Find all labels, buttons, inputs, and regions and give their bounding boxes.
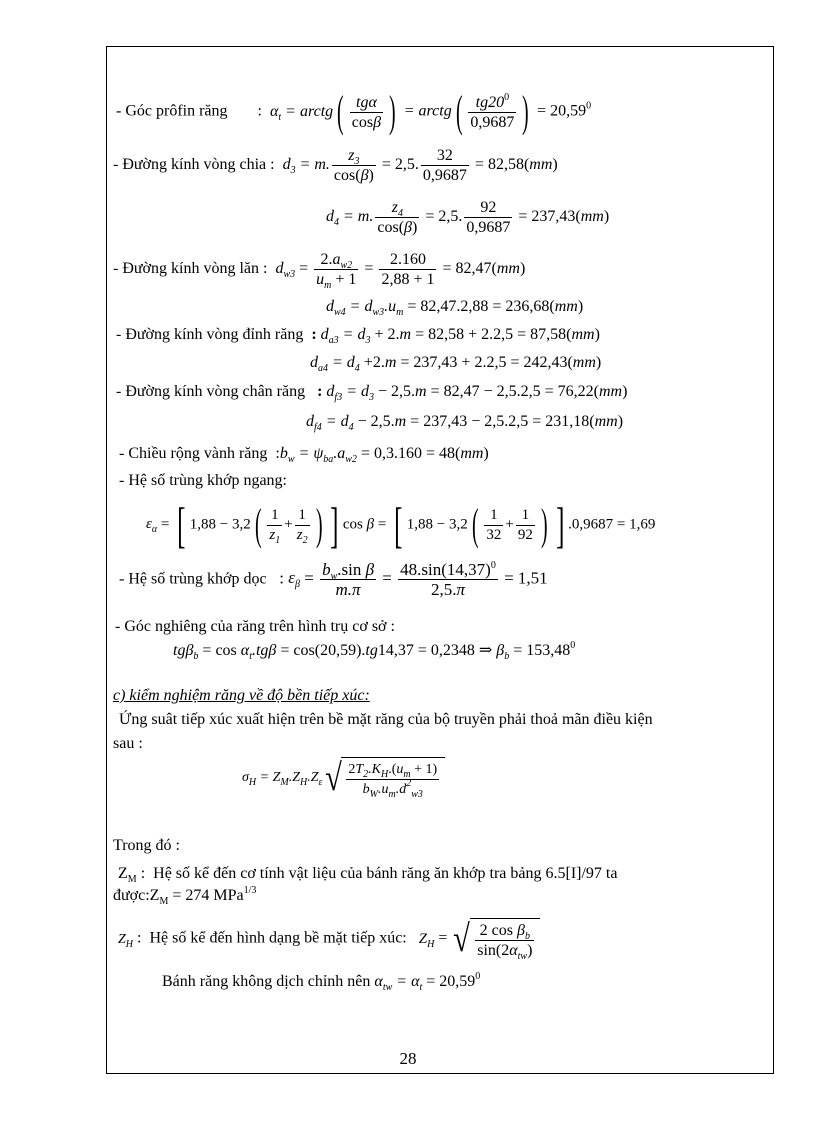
trong-do: Trong đó : bbox=[113, 837, 180, 854]
banh-rang-text: Bánh răng không dịch chỉnh nên bbox=[162, 973, 371, 990]
zh-text: Hệ số kể đến hình dạng bề mặt tiếp xúc: bbox=[149, 929, 407, 947]
label-he-so-doc: - Hệ số trùng khớp dọc bbox=[119, 570, 267, 588]
d3-line: - Đường kính vòng chia : $d_3 = m$. $\frac{z_3}{\cos(\beta)}$ = 2,5. $\frac{32}{0,9687}$ = 82,58(mm) bbox=[113, 147, 558, 184]
zm-line-b: $được:Z_M = 274$ MPa$^{1/3}$ bbox=[113, 885, 257, 907]
beta-b-line: $tg\beta_b = \cos \alpha_t.tg\beta = \cos(20,59).tg14,37 = 0,2348$ ⇒ $\beta_b = 153,48^0$ bbox=[173, 640, 576, 662]
value-df4: 231,18 bbox=[545, 413, 590, 430]
d4-line: $d_4 = m$. $\frac{z_4}{\cos(\beta)}$ = 2,5. $\frac{92}{0,9687}$ = 237,43(mm) bbox=[326, 199, 610, 236]
zh-line: $Z_H$ : Hệ số kể đến hình dạng bề mặt tiếp xúc: $Z_H$ = √ $\frac{2 \cos \beta_b}{\sin(2\alpha_{tw})}$ bbox=[118, 918, 540, 960]
eps-beta-line: - Hệ số trùng khớp dọc : $\varepsilon_\beta$ = $\frac{b_w.\sin \beta}{m.\pi}$ = $\frac{48.\sin(14,37)^0}{2,5.\pi}$ = 1,51 bbox=[119, 560, 548, 599]
da4-line: $d_{a4} = d_4 +2.m = 237,43 + 2.2,5 = 242,43(mm)$ bbox=[310, 354, 602, 374]
alpha-t-line: - Góc prôfin răng : $\alpha_t$ = arctg( $\frac{\text{tgα}}{\cos\beta}$ ) = arctg( $\frac{tg20^0}{0,9687}$ ) = $20,59^0$ bbox=[116, 87, 592, 136]
value-beta-b: 153,48 bbox=[526, 642, 571, 659]
value-alpha-t: 20,59 bbox=[550, 102, 587, 120]
zm-value: = 274 MPa bbox=[168, 887, 244, 904]
page-number: 28 bbox=[399, 1049, 417, 1068]
df3-line: - Đường kính vòng chân răng : $d_{f3} = d_3 - 2,5.m = 82,47 - 2,5.2,5 = 76,22(mm)$ bbox=[116, 383, 628, 403]
label-duong-kinh-chia: - Đường kính vòng chia : bbox=[113, 156, 275, 174]
label-duong-kinh-chan: - Đường kính vòng chân răng bbox=[116, 383, 306, 400]
label-goc-nghieng: - Góc nghiêng của răng trên hình trụ cơ sở : bbox=[115, 618, 395, 635]
paragraph-1a: Ứng suât tiếp xúc xuất hiện trên bề mặt răng của bộ truyền phải thoả mãn điều kiện bbox=[119, 711, 653, 728]
value-d3: 82,58 bbox=[487, 156, 524, 174]
zm-line-a: $Z_M$ : Hệ số kể đến cơ tính vật liệu của bánh răng ăn khớp tra bảng 6.5[I]/97 ta bbox=[118, 865, 618, 885]
da3-line: - Đường kính vòng đỉnh răng : $d_{a3} = d_3 + 2.m = 82,58 + 2.2,5 = 87,58(mm)$ bbox=[116, 326, 600, 346]
value-dw3: 82,47 bbox=[455, 260, 492, 278]
value-da4: 242,43 bbox=[523, 354, 568, 371]
value-eps-alpha: 1,69 bbox=[629, 516, 656, 533]
label-duong-kinh-lan: - Đường kính vòng lăn : bbox=[113, 260, 268, 278]
dw4-line: $d_{w4} = d_{w3}.u_m = 82,47.2,88 = 236,68(mm)$ bbox=[326, 298, 584, 318]
bw-line: - Chiều rộng vành răng $:b_w = \psi_{ba}.a_{w2} = 0,3.160 = 48(mm)$ bbox=[119, 445, 489, 465]
label-duong-kinh-dinh: - Đường kính vòng đỉnh răng bbox=[116, 326, 304, 343]
value-da3: 87,58 bbox=[530, 326, 567, 343]
banh-rang-line: Bánh răng không dịch chỉnh nên $\alpha_{tw} = \alpha_t = 20,59^0$ bbox=[162, 971, 481, 993]
value-dw4: 236,68 bbox=[505, 298, 550, 315]
paragraph-1b: sau : bbox=[113, 735, 143, 752]
label-goc-profin: - Góc prôfin răng bbox=[116, 102, 228, 120]
zm-line-b-text: được:Z bbox=[113, 887, 160, 904]
value-bw: 48 bbox=[438, 445, 455, 462]
dw3-line: - Đường kính vòng lăn : $d_{w3}$ = $\frac{2.a_{w2}}{u_m + 1}$ = $\frac{2.160}{2,88 + 1}$ = 82,47(mm) bbox=[113, 251, 526, 291]
zm-line-a-text: Hệ số kể đến cơ tính vật liệu của bánh răng ăn khớp tra bảng 6.5[I]/97 ta bbox=[153, 865, 618, 882]
zm-exp: 1/3 bbox=[243, 885, 257, 896]
label-chieu-rong: - Chiều rộng vành răng bbox=[119, 445, 268, 462]
label-he-so-ngang: - Hệ số trùng khớp ngang: bbox=[119, 472, 287, 489]
value-df3: 76,22 bbox=[557, 383, 594, 400]
sigma-h-formula: $\sigma_H = Z_M.Z_H.Z_\varepsilon√$ $\frac{2T_2.K_H.(u_m + 1)}{b_W.u_m.d^2_{w3}}$ bbox=[242, 757, 445, 799]
value-d4: 237,43 bbox=[531, 208, 576, 226]
value-eps-beta: 1,51 bbox=[517, 568, 548, 588]
df4-line: $d_{f4} = d_4 - 2,5.m = 237,43 - 2,5.2,5 = 231,18(mm)$ bbox=[306, 413, 624, 433]
eps-alpha-line: $\varepsilon_\alpha$ = [ 1,88 − 3,2( $\frac{1}{z_1}$ + $\frac{1}{z_2}$ ) ] cos β = [ 1,88 − 3,2( $\frac{1}{32}$ + $\frac{1}{92}$ ) ] .0,9687 = 1,69 bbox=[146, 497, 656, 553]
heading-c: c) kiểm nghiệm răng về độ bền tiếp xúc: bbox=[113, 687, 370, 704]
